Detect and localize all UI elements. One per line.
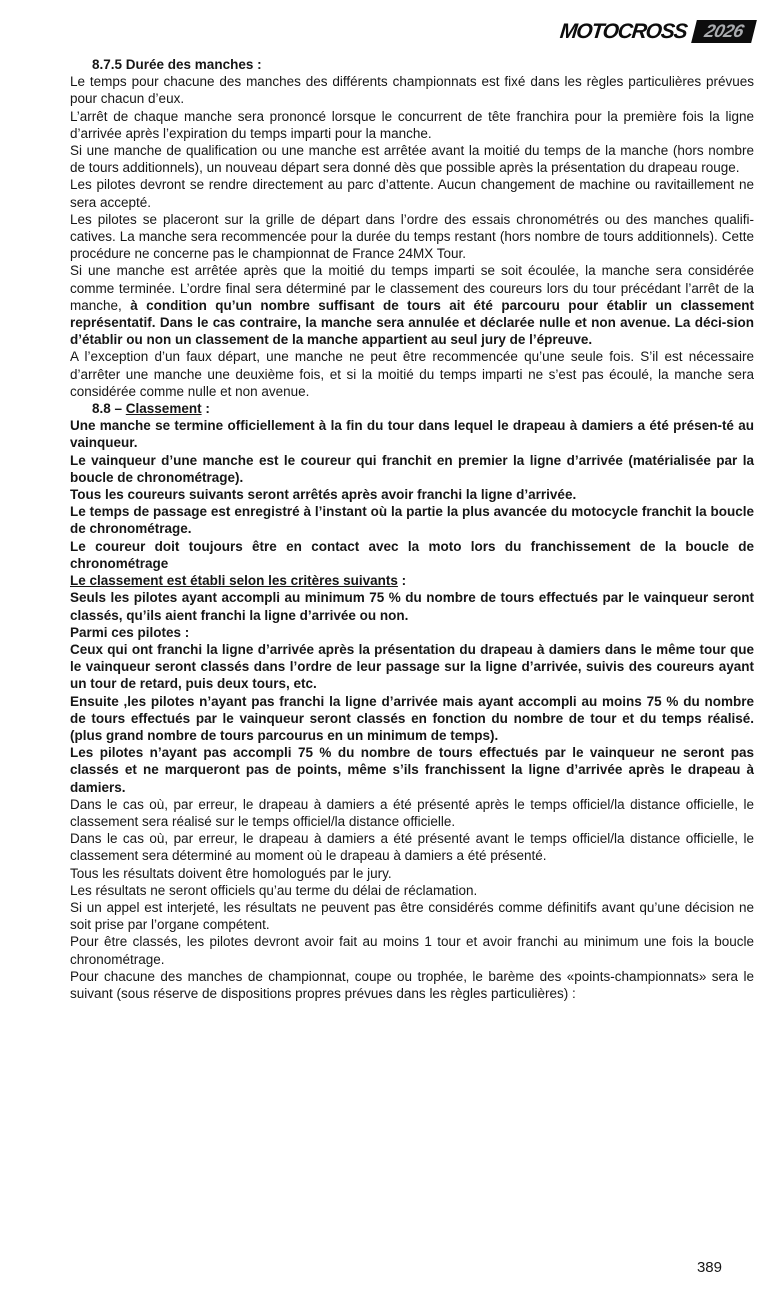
section-8-8-colon: :	[201, 401, 210, 417]
paragraph-75-percent-rule: Seuls les pilotes ayant accompli au minimum 75 % du nombre de tours effectués par le vainqueur seront classés, qu’ils aient franchi la ligne d’arrivée ou non.	[70, 590, 754, 623]
paragraph-stop-after-half	[70, 262, 754, 348]
section-8-8-number: 8.8 –	[92, 401, 126, 417]
paragraph-race-end: Une manche se termine officiellement à la fin du tour dans lequel le drapeau à damiers a été présen-té au vainqueur.	[70, 418, 754, 451]
paragraph-points-scale-intro: Pour chacune des manches de championnat, coupe ou trophée, le barème des «points-championnats» sera le suivant (sous réserve de dispositions propres prévues dans les règles particulières) :	[70, 968, 754, 1001]
paragraph-following-riders: Tous les coureurs suivants seront arrêtés après avoir franchi la ligne d’arrivée.	[70, 487, 577, 503]
paragraph-flag-before-official-time: Dans le cas où, par erreur, le drapeau à damiers a été présenté avant le temps officiel/la distance officielle, le classement sera déterminé au moment où le drapeau à damiers a été présenté.	[70, 831, 754, 864]
paragraph-results-homologated: Tous les résultats doivent être homologués par le jury.	[70, 865, 392, 881]
page-header	[560, 20, 756, 43]
classification-criteria-title: Le classement est établi selon les critères suivants	[70, 573, 398, 589]
year-badge	[691, 20, 757, 43]
year-text: 2026	[702, 21, 746, 41]
paragraph-results-official-delay: Les résultats ne seront officiels qu’au terme du délai de réclamation.	[70, 882, 478, 898]
paragraph-restart-grid: Les pilotes se placeront sur la grille de départ dans l’ordre des essais chronométrés ou des manches qualifi-catives. La manche sera recommencée pour la durée du temps restant (hors nombre de tours additionnels). Cette procédure ne concerne pas le championnat de France 24MX Tour.	[70, 211, 754, 262]
paragraph-minimum-one-lap: Pour être classés, les pilotes devront avoir fait au moins 1 tour et avoir franchi au minimum une fois la boucle chronométrage.	[70, 934, 754, 967]
section-8-8-title: Classement	[125, 401, 202, 417]
section-8-8-heading	[70, 400, 754, 417]
paragraph-flag-after-official-time: Dans le cas où, par erreur, le drapeau à damiers a été présenté après le temps officiel/la distance officielle, le classement sera réalisé sur le temps officiel/la distance officielle.	[70, 796, 754, 829]
paragraph-finish-order: Ceux qui ont franchi la ligne d’arrivée après la présentation du drapeau à damiers dans le même tour que le vainqueur seront classés dans l’ordre de leur passage sur la ligne d’arrivée, suivis des coureurs ayant un tour de retard, puis deux tours, etc.	[70, 641, 754, 692]
paragraph-below-75-no-points: Les pilotes n’ayant pas accompli 75 % du nombre de tours effectués par le vainqueur ne seront pas classés et ne marqueront pas de points, même s’ils franchissent la ligne d’arrivée après le drapeau à damiers.	[70, 745, 754, 795]
page-number: 389	[696, 1259, 722, 1276]
section-8-7-5-heading: 8.7.5 Durée des manches :	[92, 57, 262, 72]
paragraph-race-stop: L’arrêt de chaque manche sera prononcé lorsque le concurrent de tête franchira pour la première fois la ligne d’arrivée après l’expiration du temps imparti pour la manche.	[70, 108, 754, 141]
paragraph-waiting-park: Les pilotes devront se rendre directement au parc d’attente. Aucun changement de machine ou ravitaillement ne sera accepté.	[70, 177, 754, 210]
paragraph-appeal: Si un appel est interjeté, les résultats ne peuvent pas être considérés comme définitifs avant qu’une décision ne soit prise par l’organe compétent.	[70, 899, 754, 933]
document-body	[70, 56, 754, 1002]
brand-text: MOTOCROSS	[559, 20, 689, 43]
paragraph-contact-with-bike: Le coureur doit toujours être en contact avec la moto lors du franchissement de la boucle de chronométrage	[70, 538, 754, 571]
page-footer	[697, 1259, 722, 1276]
paragraph-restart-before-half: Si une manche de qualification ou une manche est arrêtée avant la moitié du temps de la manche (hors nombre de tours additionnels), un nouveau départ sera donné dès que possible après la présentation du drapeau rouge.	[70, 143, 754, 176]
paragraph-timing-point: Le temps de passage est enregistré à l’instant où la partie la plus avancée du motocycle franchit la boucle de chronométrage.	[70, 504, 754, 537]
classification-criteria-colon: :	[397, 573, 407, 589]
paragraph-duration-rules: Le temps pour chacune des manches des différents championnats est fixé dans les règles particulières prévues pour chacun d’eux.	[70, 74, 754, 107]
paragraph-not-finished-75: Ensuite ,les pilotes n’ayant pas franchi la ligne d’arrivée mais ayant accompli au moins 75 % du nombre de tours effectués par le vainqueur seront classés en fonction du nombre de tour et du temps réalisé. (plus grand nombre de tours parcourus en un minimum de temps).	[70, 693, 754, 743]
classification-criteria-heading	[70, 572, 754, 589]
stop-after-half-normal: Si une manche est arrêtée après que la moitié du temps imparti se soit écoulée, la manche sera considérée comme terminée. L’ordre final sera déterminé par le classement des coureurs lors du tour précédant l’arrêt de la manche,	[70, 263, 754, 313]
paragraph-false-start: A l’exception d’un faux départ, une manche ne peut être recommencée qu’une seule fois. S’il est nécessaire d’arrêter une manche une deuxième fois, et si la moitié du temps imparti ne s’est pas écoulé, la manche sera considérée comme nulle et non avenue.	[70, 349, 754, 399]
paragraph-winner-definition: Le vainqueur d’une manche est le coureur qui franchit en premier la ligne d’arrivée (matérialisée par la boucle de chronométrage).	[70, 452, 754, 485]
stop-after-half-bold: à condition qu’un nombre suffisant de tours ait été parcouru pour établir un classement représentatif. Dans le cas contraire, la manche sera annulée et déclarée nulle et non avenue. La déci-sion d’établir ou non un classement de la manche appartient au seul jury de l’épreuve.	[70, 297, 754, 348]
paragraph-among-riders: Parmi ces pilotes :	[70, 624, 190, 640]
